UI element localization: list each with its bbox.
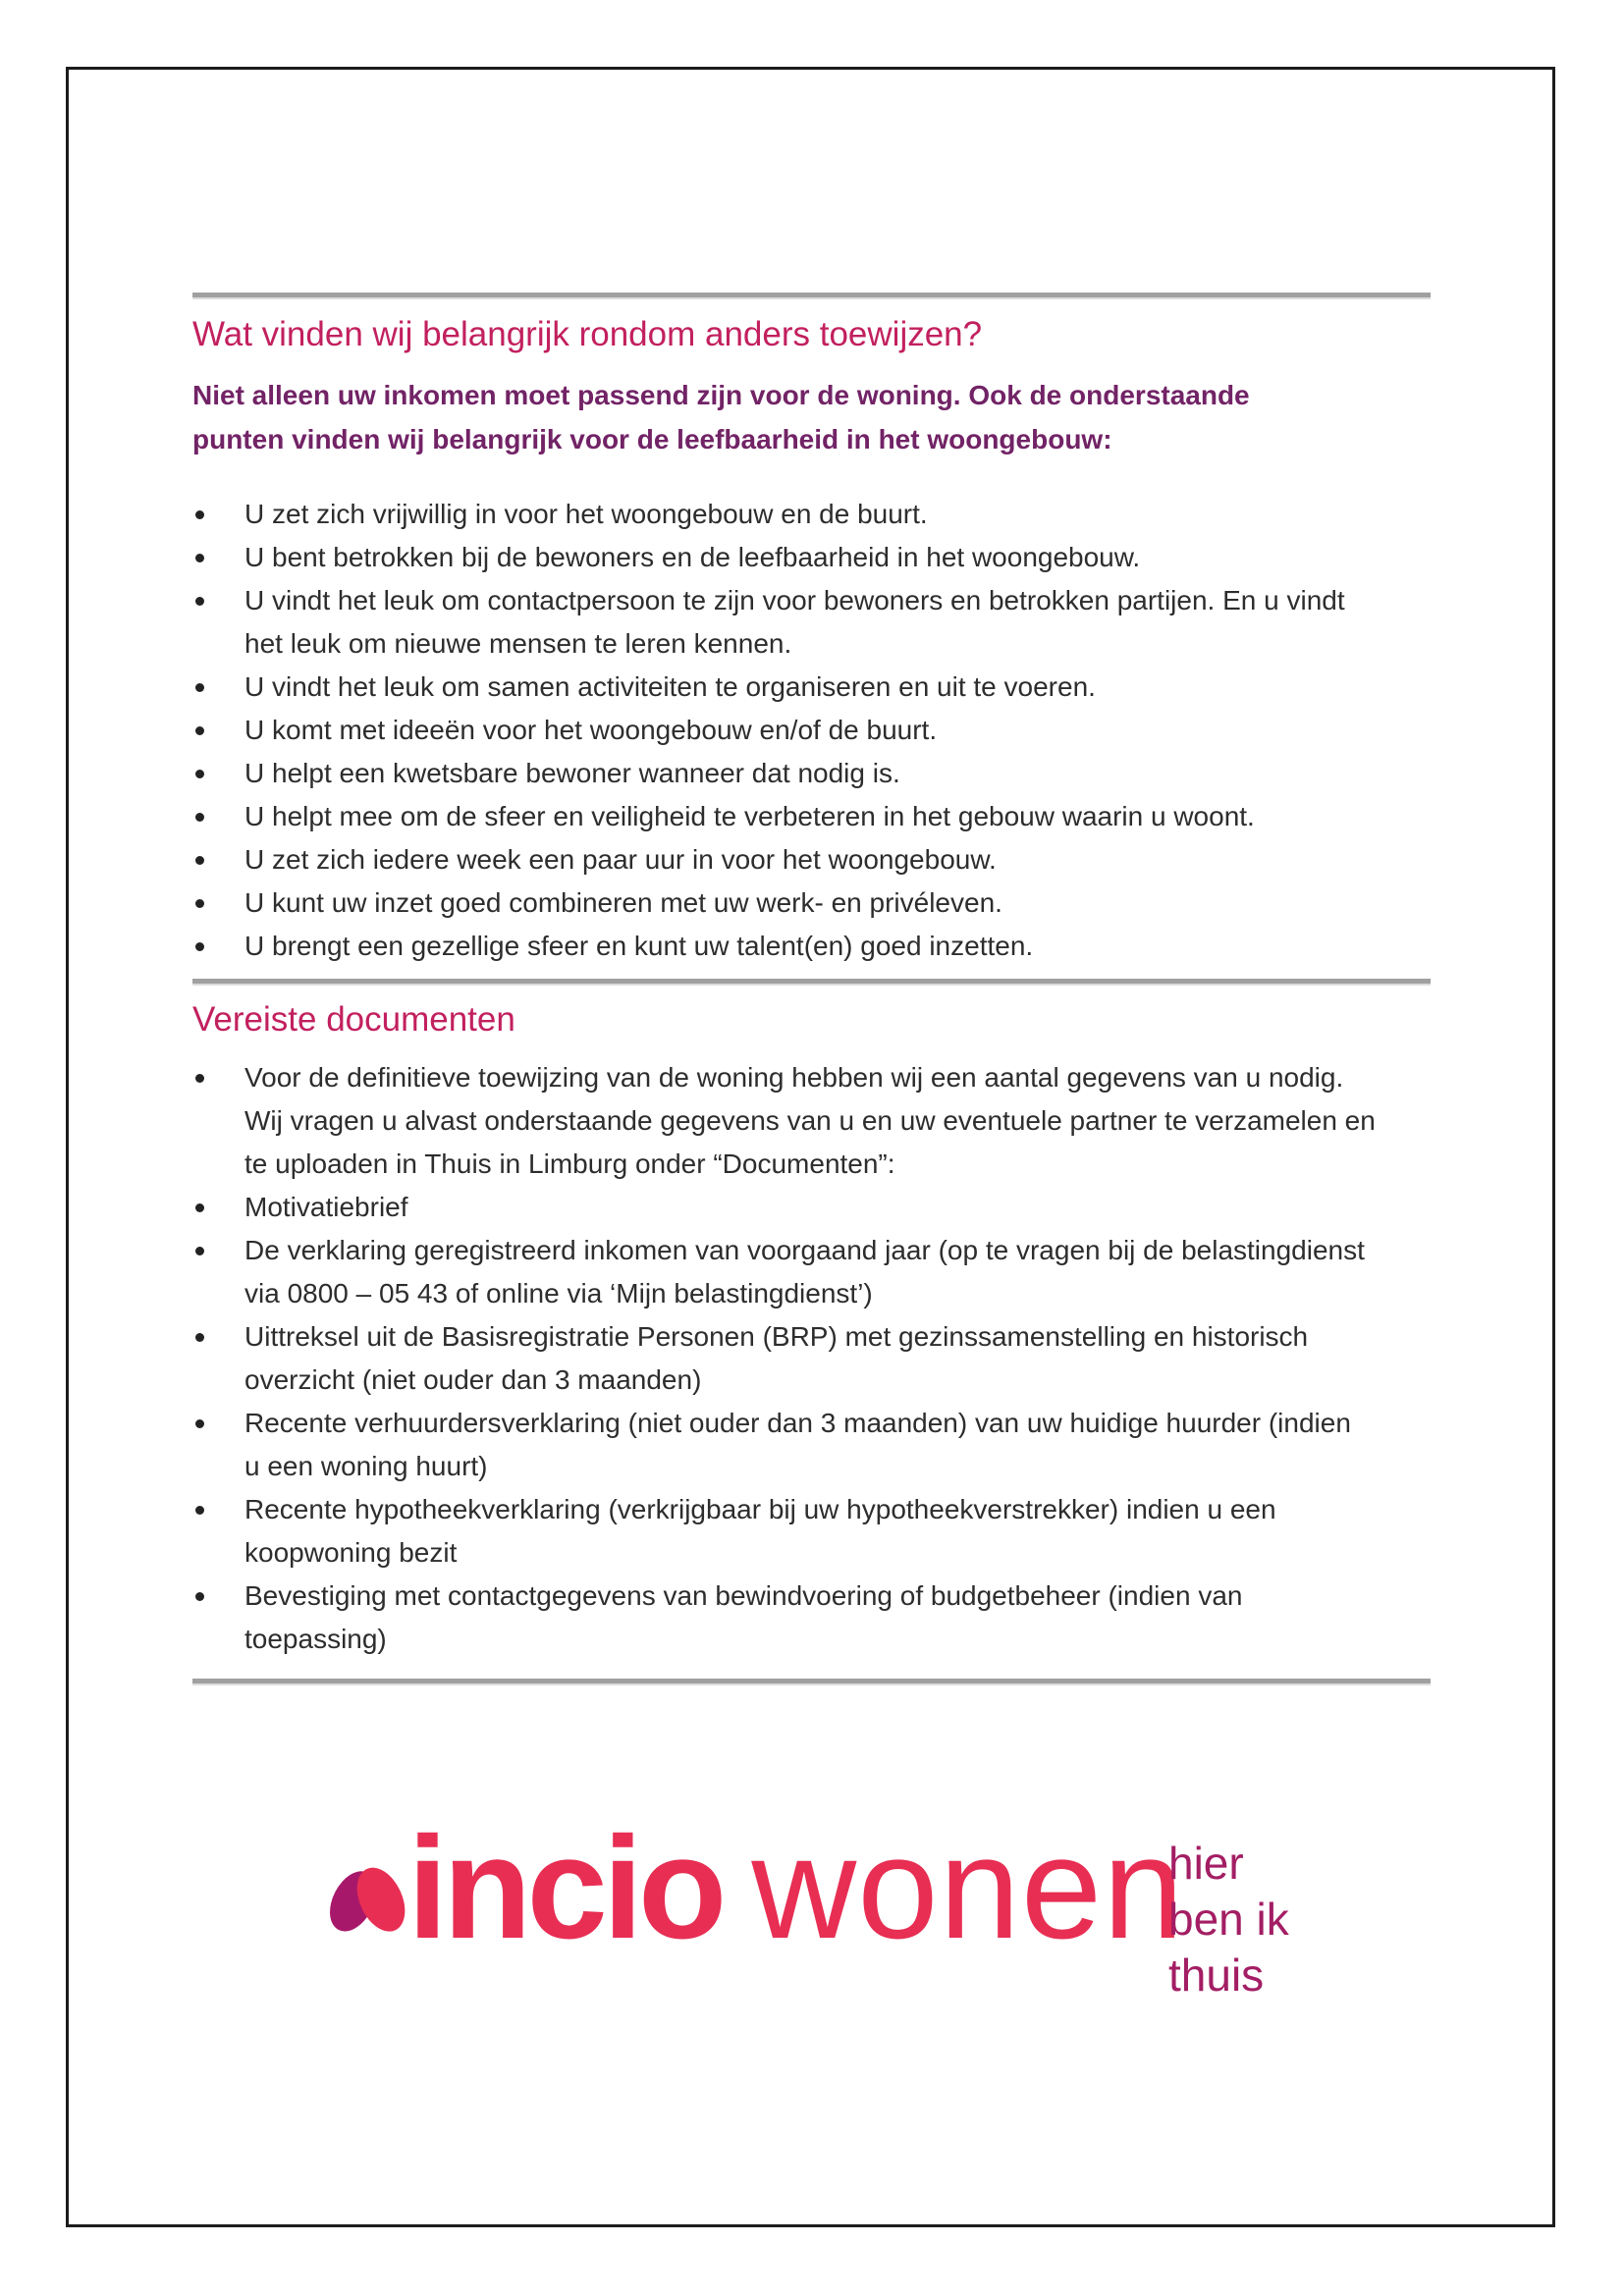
list-item-text: het leuk om nieuwe mensen te leren kennen. — [244, 628, 792, 659]
bullet-dot — [195, 942, 204, 951]
bullet-dot — [195, 510, 204, 519]
list-item — [192, 1229, 1469, 1272]
list-item-text: koopwoning bezit — [244, 1537, 458, 1568]
list-item-text: U helpt een kwetsbare bewoner wanneer dat nodig is. — [244, 758, 900, 788]
list-item — [192, 666, 1469, 709]
list-item-text: te uploaden in Thuis in Limburg onder “Documenten”: — [244, 1148, 895, 1179]
bullet-dot — [195, 813, 204, 822]
list-item — [192, 752, 1469, 795]
heading-anders-toewijzen: Wat vinden wij belangrijk rondom anders toewijzen? — [192, 315, 983, 353]
list-item-text: Uittreksel uit de Basisregistratie Personen (BRP) met gezinssamenstelling en historisch — [244, 1321, 1309, 1352]
intro-line-1: Niet alleen uw inkomen moet passend zijn voor de woning. Ook de onderstaande — [192, 380, 1250, 410]
list-item-continuation — [192, 1618, 1469, 1661]
heading-vereiste-documenten: Vereiste documenten — [192, 1000, 515, 1039]
tagline-line-1: hier — [1168, 1838, 1244, 1889]
list-item — [192, 1575, 1469, 1618]
list-item — [192, 838, 1469, 881]
list-item-text: u een woning huurt) — [244, 1451, 488, 1481]
list-item — [192, 493, 1469, 536]
bullet-dot — [195, 554, 204, 562]
documents-bullet-list — [192, 1056, 1469, 1661]
list-item-text: U bent betrokken bij de bewoners en de leefbaarheid in het woongebouw. — [244, 542, 1141, 572]
bullet-dot — [195, 856, 204, 865]
list-item-text: overzicht (niet ouder dan 3 maanden) — [244, 1364, 702, 1395]
list-item-continuation — [192, 1359, 1469, 1402]
list-item-continuation — [192, 1272, 1469, 1315]
list-item-text: U brengt een gezellige sfeer en kunt uw talent(en) goed inzetten. — [244, 931, 1034, 961]
list-item — [192, 1056, 1469, 1099]
list-item-text: Recente verhuurdersverklaring (niet ouder dan 3 maanden) van uw huidige huurder (indien — [244, 1408, 1351, 1438]
list-item-text: Wij vragen u alvast onderstaande gegevens van u en uw eventuele partner te verzamelen en — [244, 1105, 1376, 1136]
list-item-text: Bevestiging met contactgegevens van bewindvoering of budgetbeheer (indien van — [244, 1580, 1243, 1611]
allocation-bullet-list — [192, 493, 1469, 968]
list-item — [192, 925, 1469, 968]
list-item — [192, 1315, 1469, 1359]
bullet-dot — [195, 1074, 204, 1083]
bullet-dot — [195, 1506, 204, 1515]
bullet-dot — [195, 597, 204, 606]
brand-word-wonen: wonen — [751, 1807, 1185, 1969]
bullet-dot — [195, 683, 204, 692]
intro-line-2: punten vinden wij belangrijk voor de leefbaarheid in het woongebouw: — [192, 424, 1112, 454]
list-item — [192, 1488, 1469, 1531]
list-item-text: U komt met ideeën voor het woongebouw en/of de buurt. — [244, 715, 938, 745]
logo-tagline — [1168, 1836, 1289, 2003]
list-item-text: U zet zich iedere week een paar uur in voor het woongebouw. — [244, 844, 997, 875]
list-item-text: U vindt het leuk om samen activiteiten te organiseren en uit te voeren. — [244, 671, 1096, 702]
vincio-wonen-logo — [327, 1807, 1185, 1969]
tagline-line-3: thuis — [1168, 1949, 1265, 2001]
bullet-dot — [195, 1203, 204, 1212]
list-item-text: U helpt mee om de sfeer en veiligheid te verbeteren in het gebouw waarin u woont. — [244, 801, 1255, 831]
divider — [192, 979, 1431, 986]
list-item-continuation — [192, 622, 1469, 666]
bullet-dot — [195, 770, 204, 778]
list-item — [192, 1186, 1469, 1229]
list-item — [192, 536, 1469, 579]
tagline-line-2: ben ik — [1168, 1894, 1289, 1945]
list-item-continuation — [192, 1099, 1469, 1143]
divider — [192, 293, 1431, 299]
bullet-dot — [195, 1592, 204, 1601]
list-item-text: Motivatiebrief — [244, 1192, 408, 1222]
list-item-text: Recente hypotheekverklaring (verkrijgbaar bij uw hypotheekverstrekker) indien u een — [244, 1494, 1276, 1524]
list-item — [192, 579, 1469, 622]
bullet-dot — [195, 726, 204, 735]
intro-paragraph — [192, 373, 1250, 461]
vincio-heart-icon — [327, 1857, 411, 1938]
bullet-dot — [195, 899, 204, 908]
list-item-continuation — [192, 1143, 1469, 1186]
bullet-dot — [195, 1419, 204, 1428]
list-item-text: via 0800 – 05 43 of online via ‘Mijn belastingdienst’) — [244, 1278, 873, 1308]
bullet-dot — [195, 1247, 204, 1255]
list-item-text: De verklaring geregistreerd inkomen van voorgaand jaar (op te vragen bij de belastingdienst — [244, 1235, 1365, 1265]
list-item-text: Voor de definitieve toewijzing van de woning hebben wij een aantal gegevens van u nodig. — [244, 1062, 1344, 1093]
list-item-text: toepassing) — [244, 1624, 387, 1654]
brand-word-incio: incio — [407, 1807, 723, 1969]
list-item-text: U kunt uw inzet goed combineren met uw werk- en privéleven. — [244, 887, 1002, 918]
list-item-continuation — [192, 1445, 1469, 1488]
list-item-text: U vindt het leuk om contactpersoon te zijn voor bewoners en betrokken partijen. En u vindt — [244, 585, 1345, 615]
list-item — [192, 1402, 1469, 1445]
list-item — [192, 709, 1469, 752]
list-item-text: U zet zich vrijwillig in voor het woongebouw en de buurt. — [244, 499, 928, 529]
list-item — [192, 881, 1469, 925]
bullet-dot — [195, 1333, 204, 1342]
list-item-continuation — [192, 1531, 1469, 1575]
list-item — [192, 795, 1469, 838]
divider — [192, 1679, 1431, 1685]
